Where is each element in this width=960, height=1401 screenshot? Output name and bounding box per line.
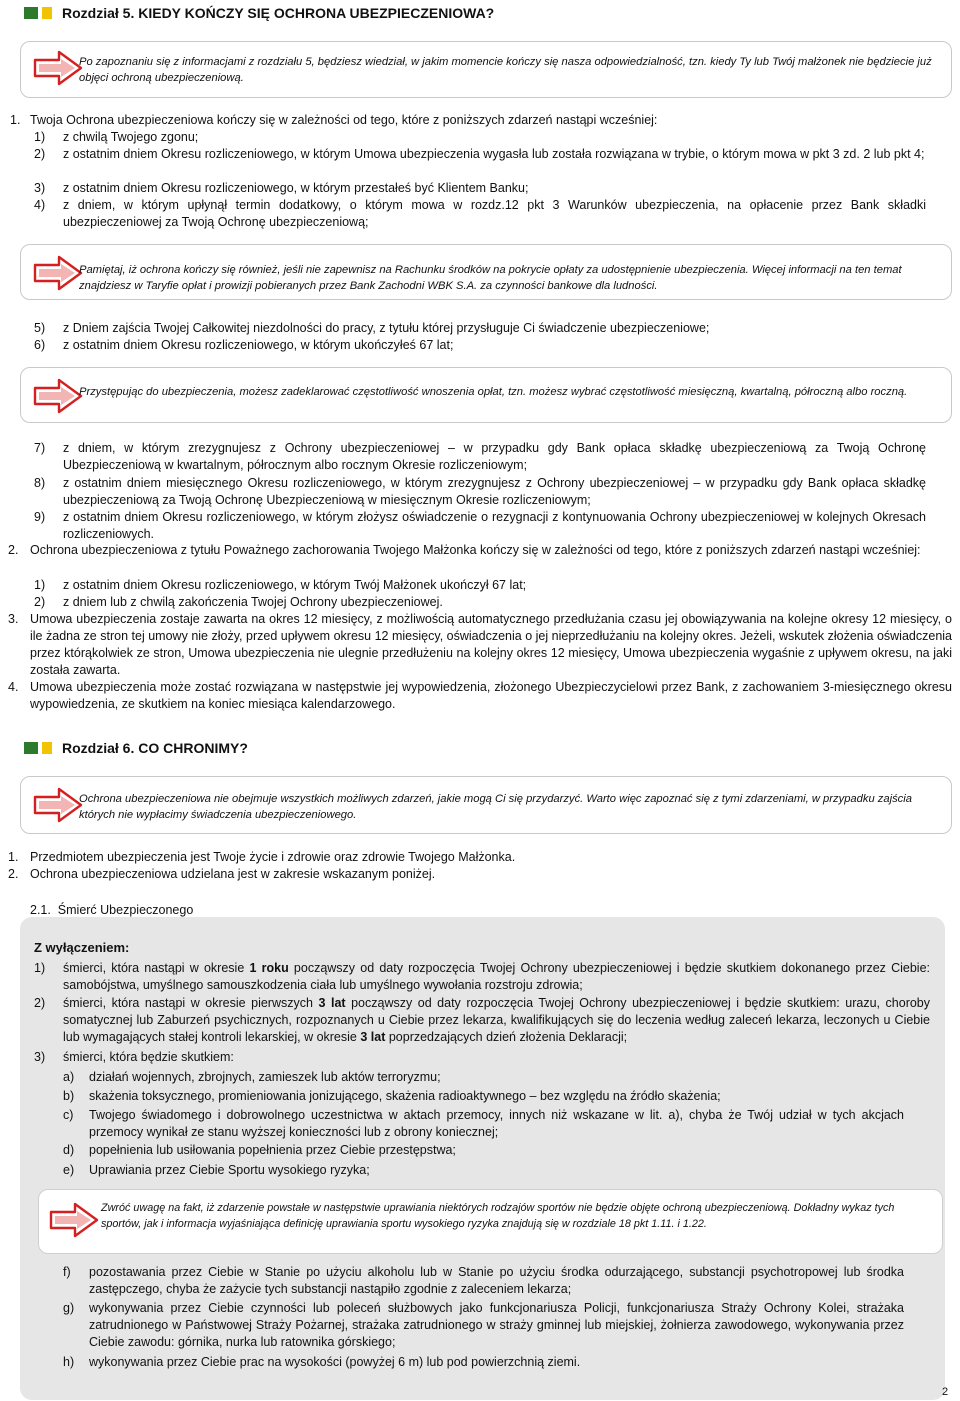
item-text-bold: 3 lat <box>360 1030 386 1044</box>
section-5-header <box>24 5 494 21</box>
paragraph-number: 1. <box>10 113 21 127</box>
sport-note <box>38 1189 943 1254</box>
subsection-heading: 2.1. Śmierć Ubezpieczonego <box>30 903 194 917</box>
info-note-text: Pamiętaj, iż ochrona kończy się również, jeśli nie zapewnisz na Rachunku środków na pokrycie opłaty za udostępnienie ubezpieczenia. Więcej informacji na ten temat znajdziesz w Taryfie opłat i prowizji pobieranych przez Bank Zachodni WBK S.A. za czynności bankowe dla ludności. <box>79 264 902 292</box>
green-square-icon <box>24 742 38 754</box>
paragraph-text: Przedmiotem ubezpieczenia jest Twoje życie i zdrowie oraz zdrowie Twojego Małżonka. <box>30 850 516 864</box>
item-number: 2) <box>34 996 46 1010</box>
item-number: c) <box>63 1108 74 1122</box>
item-number: 6) <box>34 338 46 352</box>
info-note-text: Przystępując do ubezpieczenia, możesz zadeklarować częstotliwość wnoszenia opłat, tzn. możesz wybrać częstotliwość miesięczną, kwartalną, półroczną albo roczną. <box>79 386 908 398</box>
item-text-bold: 3 lat <box>318 996 346 1010</box>
item-text: pozostawania przez Ciebie w Stanie po użyciu alkoholu lub w Stanie po użyciu środka odurzającego, substancji psychotropowej lub środka zastępczego, chyba że zażycie tych substancji nastąpiło zgodnie z zaleceniem lekarza; <box>89 1265 904 1296</box>
item-text: śmierci, która będzie skutkiem: <box>63 1050 234 1064</box>
item-number: e) <box>63 1163 75 1177</box>
info-note-text: Ochrona ubezpieczeniowa nie obejmuje wszystkich możliwych zdarzeń, jakie mogą Ci się przydarzyć. Warto więc zapoznać się z tymi zdarzeniami, w przypadku zajścia których nie wypłacimy świadczenia ubezpieczeniowego. <box>79 793 912 821</box>
paragraph-text: Twoja Ochrona ubezpieczeniowa kończy się w zależności od tego, które z poniższych zdarzeń nastąpi wcześniej: <box>30 113 658 127</box>
arrow-icon <box>33 255 83 291</box>
item-text: z dniem, w którym upłynął termin dodatkowy, o którym mowa w rozdz.12 pkt 3 Warunków ubezpieczenia, na opłacenie przez Bank składki ubezpieczeniowej za Twoją Ochronę ubezpieczeniową; <box>63 198 926 229</box>
info-note <box>20 776 952 834</box>
item-text: z chwilą Twojego zgonu; <box>63 130 199 144</box>
item-number: f) <box>63 1265 71 1279</box>
item-text: z ostatnim dniem miesięcznego Okresu rozliczeniowego, w którym zrezygnujesz z Ochrony ubezpieczeniowej – w przypadku gdy Bank opłaca składkę ubezpieczeniową za Twoją Ochronę Ubezpieczeniową w miesięcznym Okresie rozliczeniowym; <box>63 476 926 507</box>
item-text: z dniem lub z chwilą zakończenia Twojej Ochrony ubezpieczeniowej. <box>63 595 443 609</box>
item-number: d) <box>63 1143 75 1157</box>
paragraph-number: 1. <box>8 850 19 864</box>
item-text-part: śmierci, która nastąpi w okresie <box>63 961 250 975</box>
item-number: h) <box>63 1355 75 1369</box>
item-text: działań wojennych, zbrojnych, zamieszek lub aktów terroryzmu; <box>89 1070 441 1084</box>
item-number: 2) <box>34 595 46 609</box>
item-text: skażenia toksycznego, promieniowania jonizującego, skażenia radioaktywnego – bez względu na źródło skażenia; <box>89 1089 721 1103</box>
green-square-icon <box>24 7 38 19</box>
item-number: a) <box>63 1070 75 1084</box>
paragraph-number: 2. <box>8 543 19 557</box>
section-6-title: Rozdział 6. CO CHRONIMY? <box>62 740 248 756</box>
arrow-icon <box>33 50 83 86</box>
item-text: z ostatnim dniem Okresu rozliczeniowego, w którym Twój Małżonek ukończył 67 lat; <box>63 578 527 592</box>
paragraph-number: 4. <box>8 680 19 694</box>
section-6-header <box>24 740 248 756</box>
item-number: 7) <box>34 441 46 455</box>
item-text <box>63 960 930 994</box>
yellow-square-icon <box>42 742 52 754</box>
item-text: z ostatnim dniem Okresu rozliczeniowego, w którym przestałeś być Klientem Banku; <box>63 181 529 195</box>
arrow-icon <box>33 787 83 823</box>
item-number: 1) <box>34 961 46 975</box>
section-5-title: Rozdział 5. KIEDY KOŃCZY SIĘ OCHRONA UBEZPIECZENIOWA? <box>62 5 495 21</box>
paragraph-text: Umowa ubezpieczenia może zostać rozwiązana w następstwie jej wypowiedzenia, złożonego Ubezpieczycielowi przez Bank, z zachowaniem 3-miesięcznego okresu wypowiedzenia, ze skutkiem na koniec miesiąca kalendarzowego. <box>30 680 952 711</box>
item-text: z dniem, w którym zrezygnujesz z Ochrony ubezpieczeniowej – w przypadku gdy Bank opłaca składkę ubezpieczeniową za Twoją Ochronę Ubezpieczeniową w kwartalnym, półrocznym albo rocznym Okresie rozliczeniowym; <box>63 441 926 472</box>
item-number: 2) <box>34 147 46 161</box>
item-text: z ostatnim dniem Okresu rozliczeniowego, w którym ukończyłeś 67 lat; <box>63 338 454 352</box>
item-text: z Dniem zajścia Twojej Całkowitej niezdolności do pracy, z tytułu której przysługuje Ci świadczenie ubezpieczeniowe; <box>63 321 710 335</box>
exclusions-heading: Z wyłączeniem: <box>34 940 130 955</box>
item-number: 3) <box>34 1050 46 1064</box>
item-number: b) <box>63 1089 75 1103</box>
info-note <box>20 244 952 300</box>
item-number: 9) <box>34 510 46 524</box>
arrow-icon <box>49 1202 99 1238</box>
item-text-part: poprzedzających dzień złożenia Deklaracji; <box>385 1030 628 1044</box>
paragraph-number: 3. <box>8 612 19 626</box>
item-text-part: począwszy od daty rozpoczęcia Twojej Ochrony ubezpieczeniowej i będzie skutkiem: urazu, choroby somatycznej lub Zaburzeń psychicznych, rozpoznanych u Ciebie przez lekarza, kwalifikujących się do leczenia według zaleceń lekarza, leczonych u Ciebie lub wymagających stałej kontroli lekarskiej, w okresie <box>63 996 931 1044</box>
info-note <box>20 41 952 98</box>
info-note <box>20 367 952 423</box>
item-text <box>63 995 930 1046</box>
item-number: g) <box>63 1301 75 1315</box>
item-text: z ostatnim dniem Okresu rozliczeniowego, w którym złożysz oświadczenie o rezygnacji z kontynuowania Ochrony ubezpieczeniowej w kolejnych Okresach rozliczeniowych. <box>63 510 926 541</box>
sport-note-text: Zwróć uwagę na fakt, iż zdarzenie powstałe w następstwie uprawiania niektórych rodzajów sportów nie będzie objęte ochroną ubezpieczeniową. Dokładny wykaz tych sportów, jak i informacja wyjaśniająca definicję uprawiania sportu wysokiego ryzyka znajdują się w rozdziale 18 pkt 1.11. i 1.22. <box>101 1202 895 1230</box>
item-text-part: począwszy od daty rozpoczęcia Twojej Ochrony ubezpieczeniowej i będzie skutkiem dokonanego przez Ciebie: samobójstwa, umyślnego samouszkodzenia ciała lub umyślnego wywołania rozstroju zdrowia; <box>63 961 931 992</box>
item-text: wykonywania przez Ciebie prac na wysokości (powyżej 6 m) lub pod powierzchnią ziemi. <box>89 1355 581 1369</box>
item-text: Uprawiania przez Ciebie Sportu wysokiego ryzyka; <box>89 1163 370 1177</box>
yellow-square-icon <box>42 7 52 19</box>
item-text: Twojego świadomego i dobrowolnego uczestnictwa w aktach przemocy, innych niż wskazane w lit. a), chyba że Twój udział w tych akcjach przemocy wynikał ze stanu wyższej konieczności lub z obrony koniecznej; <box>89 1108 904 1139</box>
arrow-icon <box>33 378 83 414</box>
info-note-text: Po zapoznaniu się z informacjami z rozdziału 5, będziesz wiedział, w jakim momencie kończy się nasza odpowiedzialność, tzn. kiedy Ty lub Twój małżonek nie będziecie już objęci ochroną ubezpieczeniową. <box>79 56 932 84</box>
item-number: 1) <box>34 130 46 144</box>
item-text: wykonywania przez Ciebie czynności lub poleceń służbowych jako funkcjonariusza Policji, funkcjonariusza Straży Ochrony Kolei, strażaka zatrudnionego w Państwowej Straży Pożarnej, strażaka zatrudnionego w straży gminnej lub miejskiej, żołnierza zawodowego, wykonywania przez Ciebie zawodu: górnika, nurka lub ratownika górskiego; <box>89 1301 904 1349</box>
paragraph-text: Umowa ubezpieczenia zostaje zawarta na okres 12 miesięcy, z możliwością automatycznego przedłużania czasu jej obowiązywania na kolejne okresy 12 miesięcy, o ile żadna ze stron tej umowy nie złoży, przed upływem okresu 12 miesięcy, oświadczenia o jej nieprzedłużaniu na kolejny okres. Jeżeli, wskutek złożenia oświadczenia przez którąkolwiek ze stron, Umowa ubezpieczenia nie ulegnie przedłużeniu na kolejny okres 12 miesięcy, Umowa ubezpieczenia wygaśnie z upływem okresu, na jaki została zawarta. <box>30 612 952 677</box>
paragraph-number: 2. <box>8 867 19 881</box>
item-number: 1) <box>34 578 46 592</box>
paragraph-text: Ochrona ubezpieczeniowa udzielana jest w zakresie wskazanym poniżej. <box>30 867 436 881</box>
item-text-bold: 1 roku <box>249 961 289 975</box>
item-number: 8) <box>34 476 46 490</box>
item-number: 5) <box>34 321 46 335</box>
item-number: 4) <box>34 198 46 212</box>
item-number: 3) <box>34 181 46 195</box>
paragraph-text: Ochrona ubezpieczeniowa z tytułu Poważnego zachorowania Twojego Małżonka kończy się w zależności od tego, które z poniższych zdarzeń nastąpi wcześniej: <box>30 543 921 557</box>
item-text-part: śmierci, która nastąpi w okresie pierwszych <box>63 996 319 1010</box>
item-text: z ostatnim dniem Okresu rozliczeniowego, w którym Umowa ubezpieczenia wygasła lub została rozwiązana w trybie, o którym mowa w pkt 3 zd. 2 lub pkt 4; <box>63 147 925 161</box>
item-text: popełnienia lub usiłowania popełnienia przez Ciebie przestępstwa; <box>89 1143 456 1157</box>
page-number: 2 <box>942 1386 949 1398</box>
